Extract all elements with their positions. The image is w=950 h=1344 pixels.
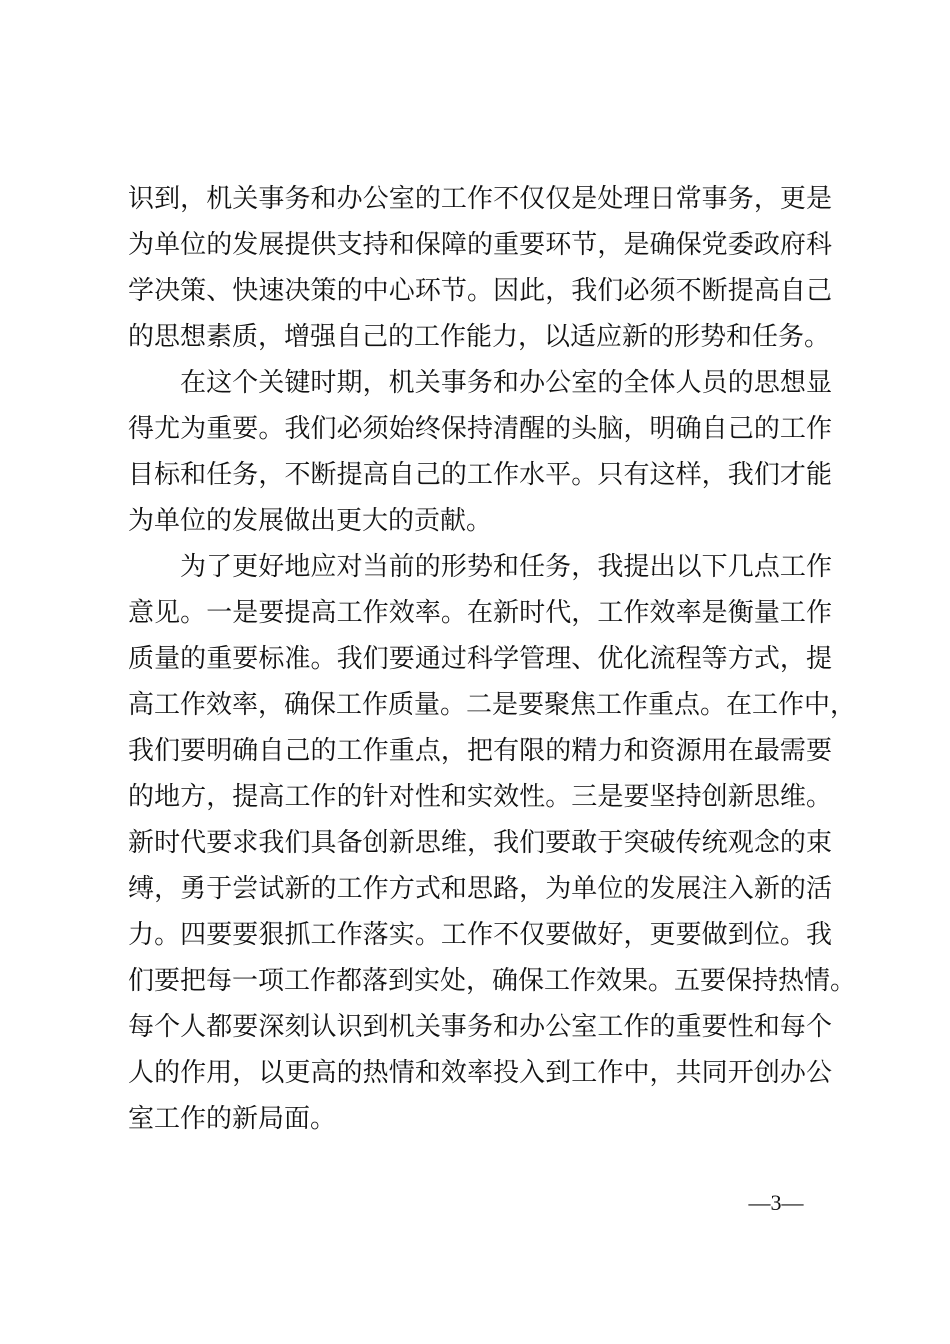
text-line: 力。四要要狠抓工作落实。工作不仅要做好，更要做到位。我 [128,920,832,950]
text-line: 室工作的新局面。 [128,1104,337,1134]
text-line: 人的作用，以更高的热情和效率投入到工作中，共同开创办公 [128,1058,832,1088]
text-line: 每个人都要深刻认识到机关事务和办公室工作的重要性和每个 [128,1012,832,1042]
text-line: 意见。一是要提高工作效率。在新时代，工作效率是衡量工作 [128,598,832,628]
text-line: 质量的重要标准。我们要通过科学管理、优化流程等方式，提 [128,644,832,674]
text-line: 们要把每一项工作都落到实处，确保工作效果。五要保持热情。 [128,966,857,996]
page-number: —3— [748,1190,804,1215]
text-line: 为单位的发展做出更大的贡献。 [128,506,493,536]
paragraph-1 [128,176,832,360]
text-line: 的地方，提高工作的针对性和实效性。三是要坚持创新思维。 [128,782,832,812]
text-line: 在这个关键时期，机关事务和办公室的全体人员的思想显 [180,368,832,398]
text-line: 我们要明确自己的工作重点，把有限的精力和资源用在最需要 [128,736,832,766]
document-body [128,176,857,1142]
text-line: 目标和任务，不断提高自己的工作水平。只有这样，我们才能 [128,460,832,490]
text-line: 为了更好地应对当前的形势和任务，我提出以下几点工作 [180,552,832,582]
text-line: 高工作效率，确保工作质量。二是要聚焦工作重点。在工作中， [128,690,857,720]
text-line: 缚，勇于尝试新的工作方式和思路，为单位的发展注入新的活 [128,874,832,904]
text-line: 学决策、快速决策的中心环节。因此，我们必须不断提高自己 [128,276,832,306]
text-line: 新时代要求我们具备创新思维，我们要敢于突破传统观念的束 [128,828,832,858]
paragraph-3 [128,544,857,1142]
text-line: 为单位的发展提供支持和保障的重要环节，是确保党委政府科 [128,230,832,260]
text-line: 的思想素质，增强自己的工作能力，以适应新的形势和任务。 [128,322,831,352]
text-line: 识到，机关事务和办公室的工作不仅仅是处理日常事务，更是 [128,184,832,214]
paragraph-2 [128,360,832,544]
text-line: 得尤为重要。我们必须始终保持清醒的头脑，明确自己的工作 [128,414,832,444]
